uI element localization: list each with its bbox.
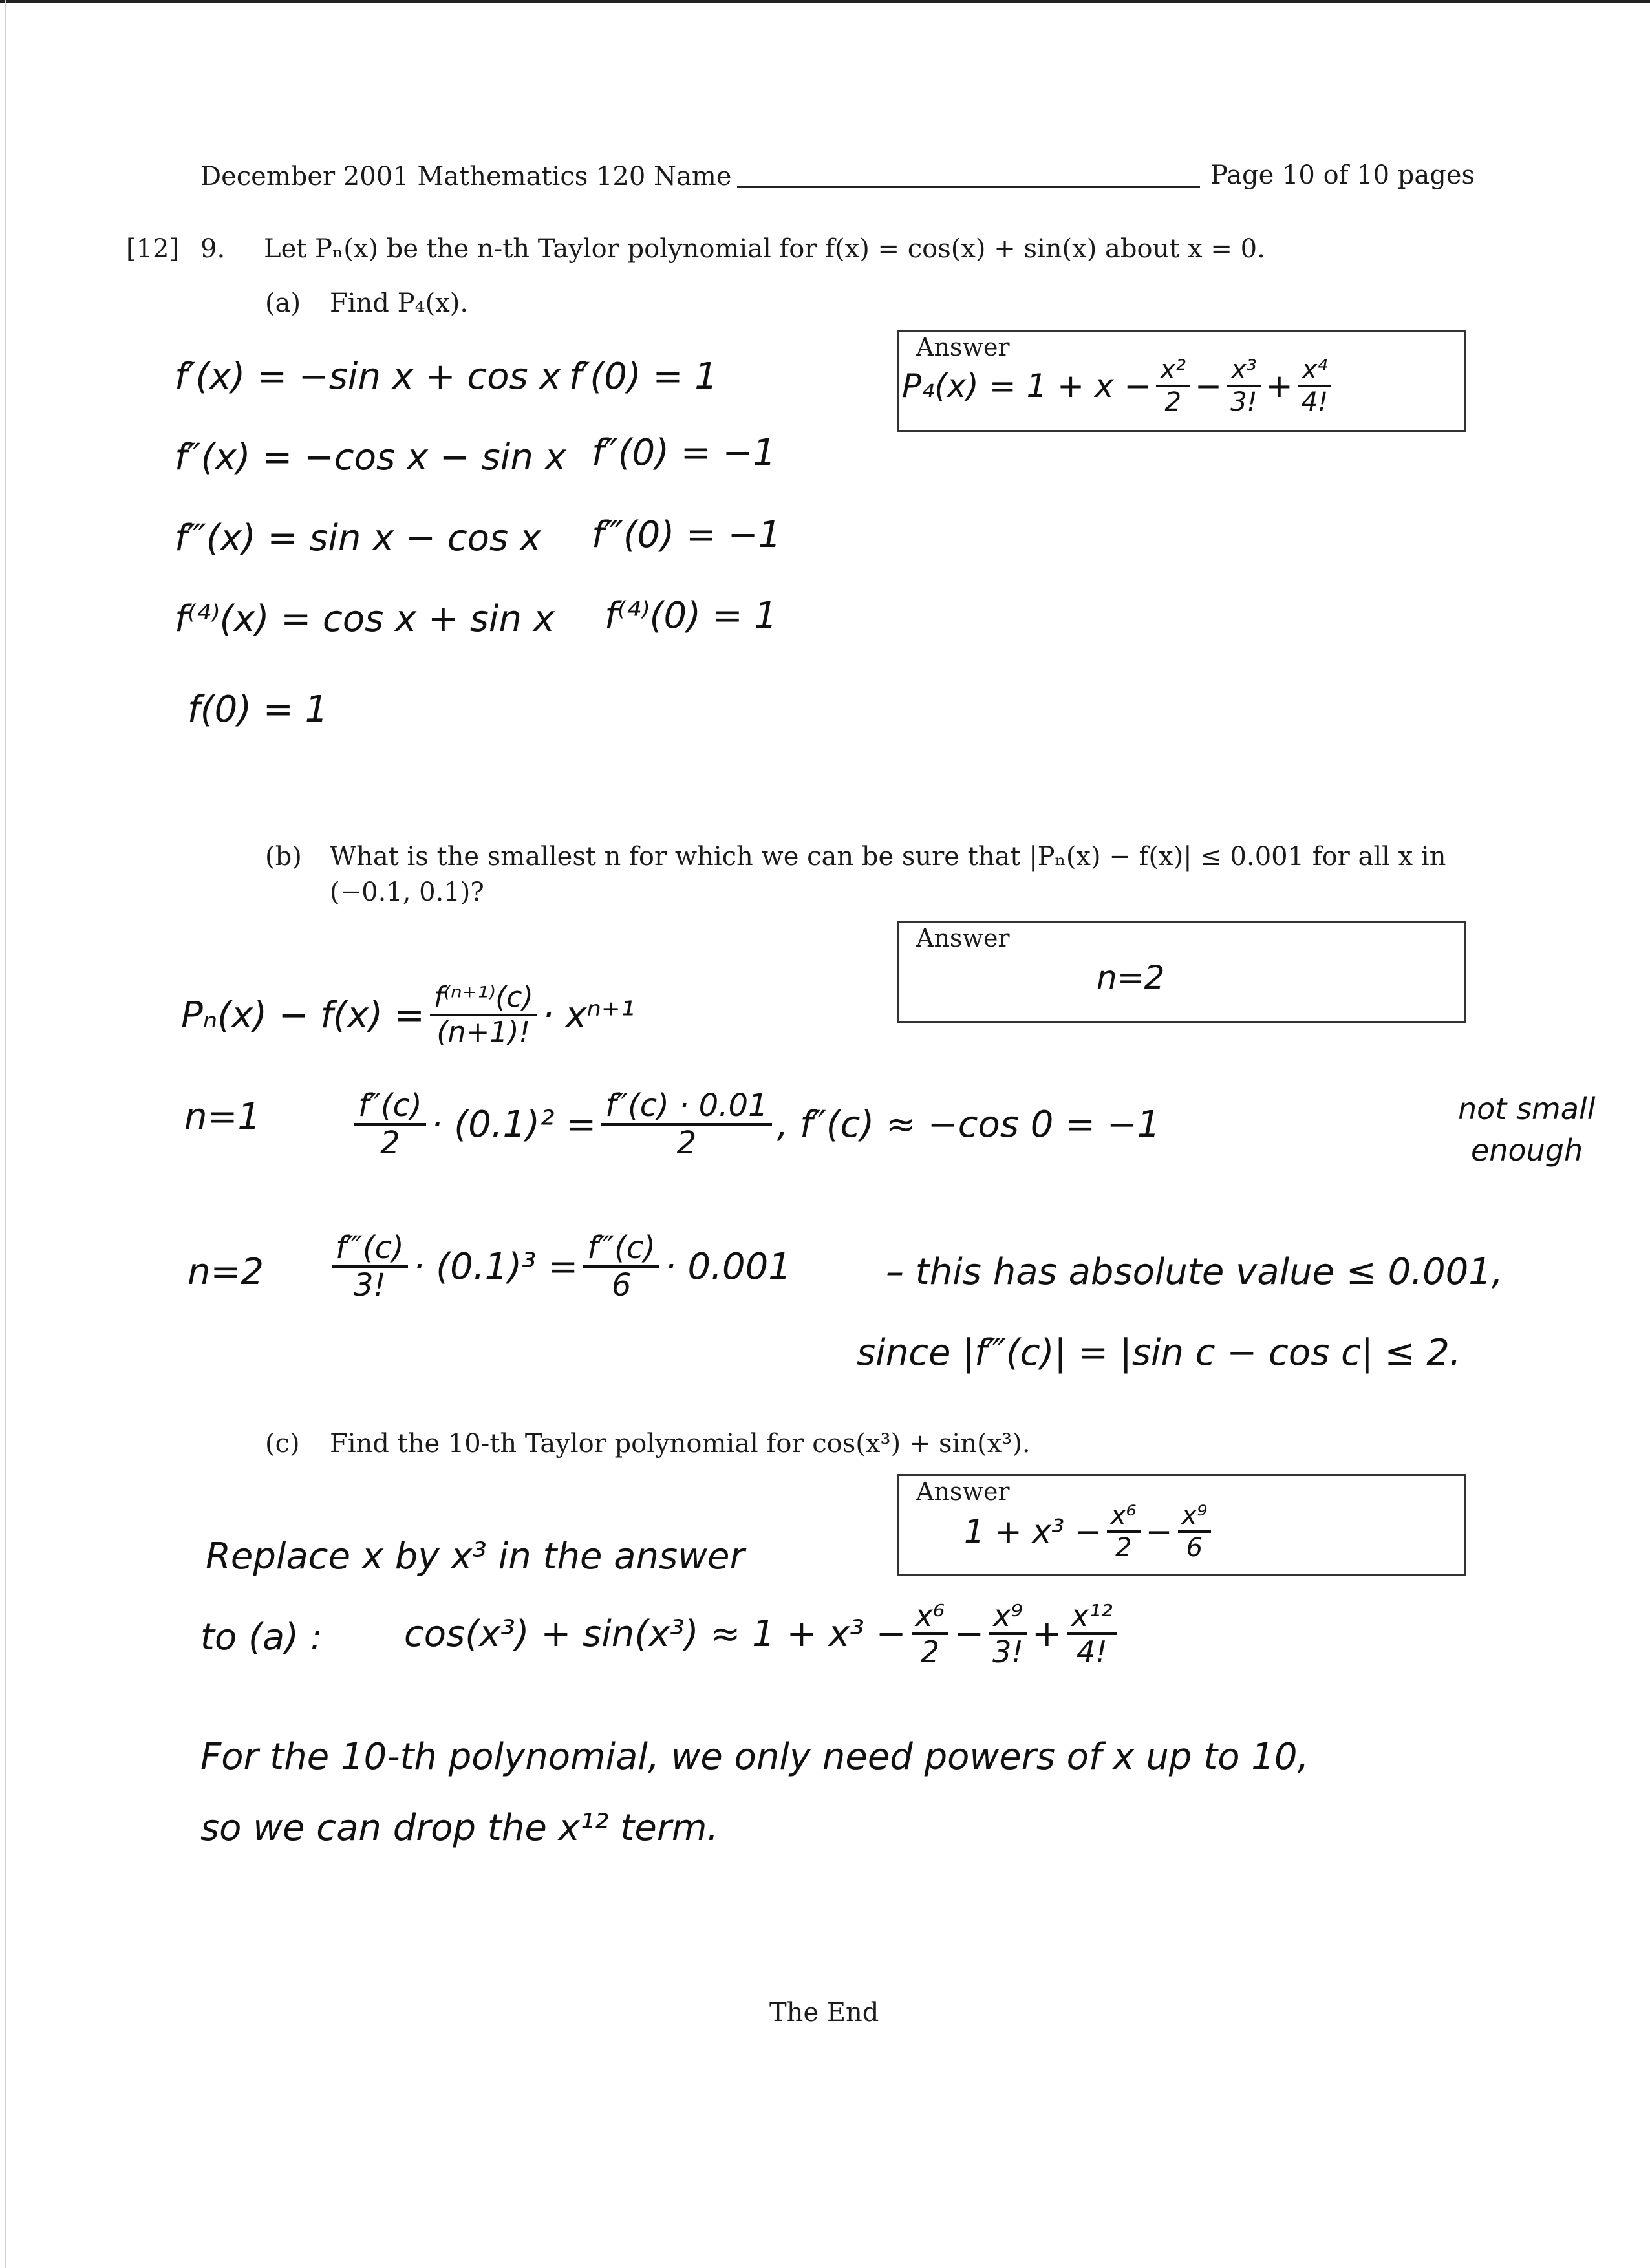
part-b-label: (b) xyxy=(265,842,302,872)
end-text: The End xyxy=(769,1998,879,2027)
part-a-work-line-5: f(0) = 1 xyxy=(188,689,328,731)
part-a-work-line-3: f‴(x) = sin x − cos x xyxy=(175,517,542,559)
exam-header-info: December 2001 Mathematics 120 Name xyxy=(200,162,732,191)
name-line xyxy=(737,186,1200,188)
problem-marks: [12] xyxy=(126,234,180,264)
problem-number: 9. xyxy=(200,234,226,264)
page-top-border xyxy=(0,0,1650,3)
part-c-work-line-2-expr: cos(x³) + sin(x³) ≈ 1 + x³ − $\frac{\text{x⁶}}{2}$ − $\frac{\text{x⁹}}{3!}$ + $\frac{\text{x¹²}}{4!}$ xyxy=(404,1600,1122,1668)
part-c-answer-box xyxy=(897,1474,1466,1576)
part-a-answer-term3: $\frac{\text{x⁴}}{4!}$ xyxy=(1298,356,1332,416)
part-b-n1-note-line-2: enough xyxy=(1471,1133,1583,1168)
part-b-answer-box xyxy=(897,921,1466,1023)
part-c-question: Find the 10-th Taylor polynomial for cos(x³) + sin(x³). xyxy=(330,1429,1031,1459)
page-number: Page 10 of 10 pages xyxy=(1210,160,1475,190)
part-b-question-line-2: (−0.1, 0.1)? xyxy=(330,877,484,907)
part-a-work-value-2: f″(0) = −1 xyxy=(592,432,777,474)
part-c-label: (c) xyxy=(265,1429,300,1459)
part-b-n2-label: n=2 xyxy=(188,1251,264,1293)
part-a-answer-term2: $\frac{\text{x³}}{3!}$ xyxy=(1227,356,1261,416)
part-b-remainder-fraction: $\frac{\text{f⁽ⁿ⁺¹⁾(c)}}{(n+1)!}$ xyxy=(430,983,537,1047)
part-b-n1-work: $\frac{f''(c)}{2}$ · (0.1)² = $\frac{f''(c) \cdot 0.01}{2}$ , f″(c) ≈ −cos 0 = −1 xyxy=(349,1089,1160,1160)
part-a-answer: P₄(x) = 1 + x − $\frac{\text{x²}}{2}$ − $\frac{\text{x³}}{3!}$ + $\frac{\text{x⁴}}{4!}$ xyxy=(902,356,1336,416)
part-c-answer: 1 + x³ − $\frac{\text{x⁶}}{2}$ − $\frac{\text{x⁹}}{6}$ xyxy=(964,1502,1216,1561)
answer-label: Answer xyxy=(916,333,1010,361)
page-left-edge xyxy=(5,0,6,2268)
answer-label: Answer xyxy=(916,1477,1010,1506)
part-a-work-value-3: f‴(0) = −1 xyxy=(592,514,782,556)
part-b-n2-work: $\frac{f‴(c)}{3!}$ · (0.1)³ = $\frac{f‴(c)}{6}$ · 0.001 xyxy=(327,1232,791,1302)
part-c-work-line-4: so we can drop the x¹² term. xyxy=(200,1807,719,1849)
part-a-work-value-4: f⁽⁴⁾(0) = 1 xyxy=(605,595,778,637)
part-a-work-line-4: f⁽⁴⁾(x) = cos x + sin x xyxy=(175,598,555,640)
part-a-label: (a) xyxy=(265,288,301,318)
part-b-question-line-1: What is the smallest n for which we can be sure that |Pₙ(x) − f(x)| ≤ 0.001 for all x in xyxy=(330,842,1446,872)
part-a-work-value-1: f′(0) = 1 xyxy=(569,356,718,398)
part-a-answer-lhs: P₄(x) = 1 + x − xyxy=(902,367,1152,405)
part-b-n2-since: since |f‴(c)| = |sin c − cos c| ≤ 2. xyxy=(857,1332,1461,1374)
part-b-n1-label: n=1 xyxy=(184,1096,261,1138)
part-b-taylor-remainder: Pₙ(x) − f(x) = $\frac{\text{f⁽ⁿ⁺¹⁾(c)}}{(n+1)!}$ · xⁿ⁺¹ xyxy=(181,981,635,1049)
part-a-question: Find P₄(x). xyxy=(330,288,469,318)
answer-label: Answer xyxy=(916,924,1010,952)
part-a-work-line-2: f″(x) = −cos x − sin x xyxy=(175,436,566,478)
part-b-n2-comment: – this has absolute value ≤ 0.001, xyxy=(886,1251,1503,1293)
part-a-answer-term1: $\frac{\text{x²}}{2}$ xyxy=(1156,356,1190,416)
problem-statement: Let Pₙ(x) be the n-th Taylor polynomial for f(x) = cos(x) + sin(x) about x = 0. xyxy=(264,234,1265,264)
part-a-work-line-1: f′(x) = −sin x + cos x xyxy=(175,356,561,398)
part-c-work-line-2-prefix: to (a) : xyxy=(200,1616,323,1658)
part-c-work-line-3: For the 10-th polynomial, we only need powers of x up to 10, xyxy=(200,1736,1309,1778)
part-c-work-line-1: Replace x by x³ in the answer xyxy=(206,1535,745,1578)
part-a-answer-box xyxy=(897,330,1466,432)
part-b-answer: n=2 xyxy=(1097,959,1165,996)
part-b-n1-note-line-1: not small xyxy=(1458,1091,1596,1126)
